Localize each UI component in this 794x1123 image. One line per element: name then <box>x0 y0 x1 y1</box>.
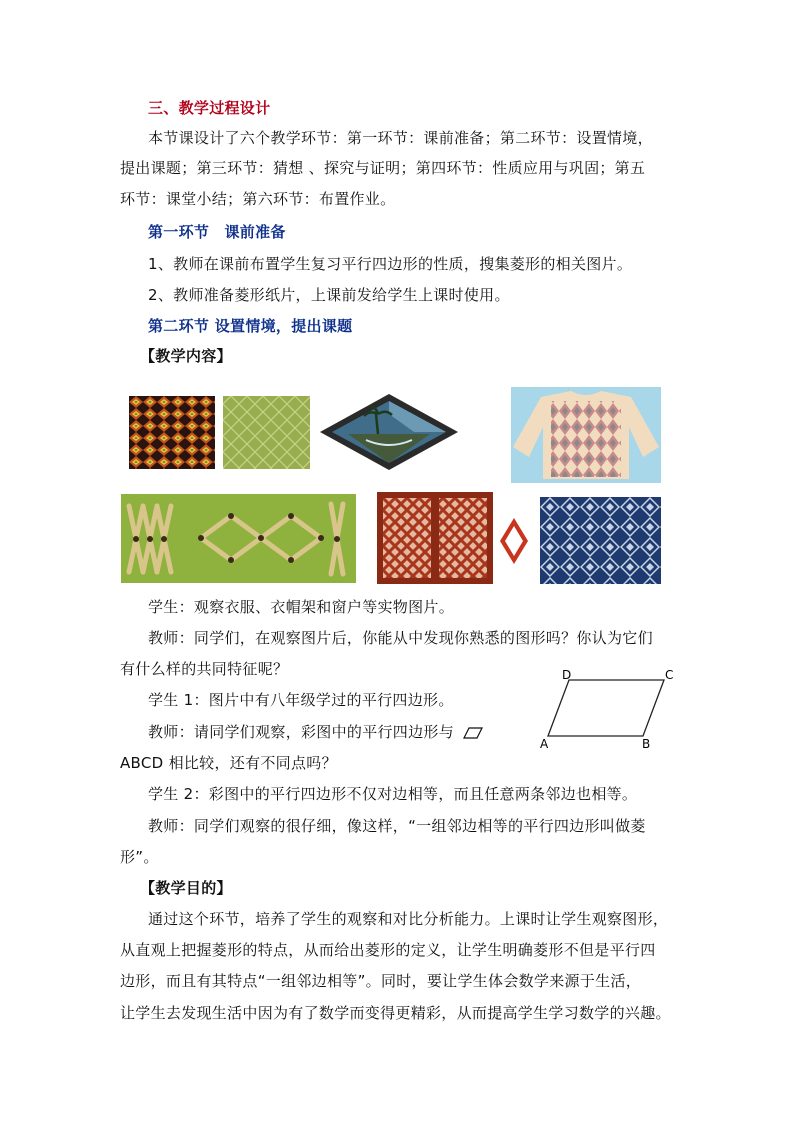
step1-title: 第一环节 课前准备 <box>148 223 286 241</box>
diamond-landscape-painting <box>318 392 460 472</box>
vertex-label-a: A <box>540 737 549 751</box>
dialogue-line-6: ABCD 相比较，还有不同点吗？ <box>120 754 337 772</box>
dialogue-line-9: 形”。 <box>120 848 159 866</box>
blue-pattern-fabric-photo <box>540 497 661 584</box>
dialogue-line-5-text: 教师：请同学们观察，彩图中的平行四边形与 <box>148 723 455 741</box>
step1-item-2: 2、教师准备菱形纸片，上课前发给学生上课时使用。 <box>148 286 510 304</box>
dialogue-line-3: 有什么样的共同特征呢？ <box>120 660 289 678</box>
goal-line-4: 让学生去发现生活中因为有了数学而变得更精彩，从而提高学生学习数学的兴趣。 <box>120 1004 671 1022</box>
intro-line-3: 环节：课堂小结；第六环节：布置作业。 <box>120 190 396 208</box>
vertex-label-c: C <box>665 668 674 682</box>
dialogue-line-1: 学生：观察衣服、衣帽架和窗户等实物图片。 <box>148 598 455 616</box>
dialogue-line-2: 教师：同学们，在观察图片后，你能从中发现你熟悉的图形吗？你认为它们 <box>148 629 653 647</box>
parallelogram-abcd-figure <box>536 666 684 752</box>
section-heading: 三、教学过程设计 <box>148 99 271 117</box>
woven-pattern-photo <box>129 396 215 469</box>
dialogue-line-8: 教师：同学们观察的很仔细，像这样，“一组邻边相等的平行四边形叫做菱 <box>148 817 646 835</box>
lattice-window-photo <box>377 492 493 584</box>
dialogue-line-7: 学生 2：彩图中的平行四边形不仅对边相等，而且任意两条邻边也相等。 <box>148 785 638 803</box>
vertex-label-b: B <box>642 737 651 751</box>
content-label: 【教学内容】 <box>140 347 232 365</box>
goal-line-1: 通过这个环节，培养了学生的观察和对比分析能力。上课时让学生观察图形， <box>148 910 669 928</box>
red-rhombus-shape <box>498 516 530 566</box>
step1-item-1: 1、教师在课前布置学生复习平行四边形的性质，搜集菱形的相关图片。 <box>148 255 633 273</box>
dialogue-line-4: 学生 1：图片中有八年级学过的平行四边形。 <box>148 691 454 709</box>
vertex-label-d: D <box>562 668 572 682</box>
goal-label: 【教学目的】 <box>140 879 232 897</box>
intro-line-1: 本节课设计了六个教学环节：第一环节：课前准备；第二环节：设置情境， <box>148 129 653 147</box>
step2-title: 第二环节 设置情境，提出课题 <box>148 317 353 335</box>
goal-line-2: 从直观上把握菱形的特点，从而给出菱形的定义，让学生明确菱形不但是平行四 <box>120 941 656 959</box>
goal-line-3: 边形，而且有其特点“一组邻边相等”。同时，要让学生体会数学来源于生活， <box>120 972 642 990</box>
dialogue-line-5 <box>148 721 483 743</box>
folding-coat-rack-photo <box>121 494 356 583</box>
parallelogram-symbol-icon <box>463 727 483 739</box>
intro-line-2: 提出课题；第三环节：猜想 、探究与证明；第四环节：性质应用与巩固；第五 <box>120 159 646 177</box>
green-quilted-fabric-photo <box>223 396 310 469</box>
argyle-sweater-photo <box>511 387 661 483</box>
